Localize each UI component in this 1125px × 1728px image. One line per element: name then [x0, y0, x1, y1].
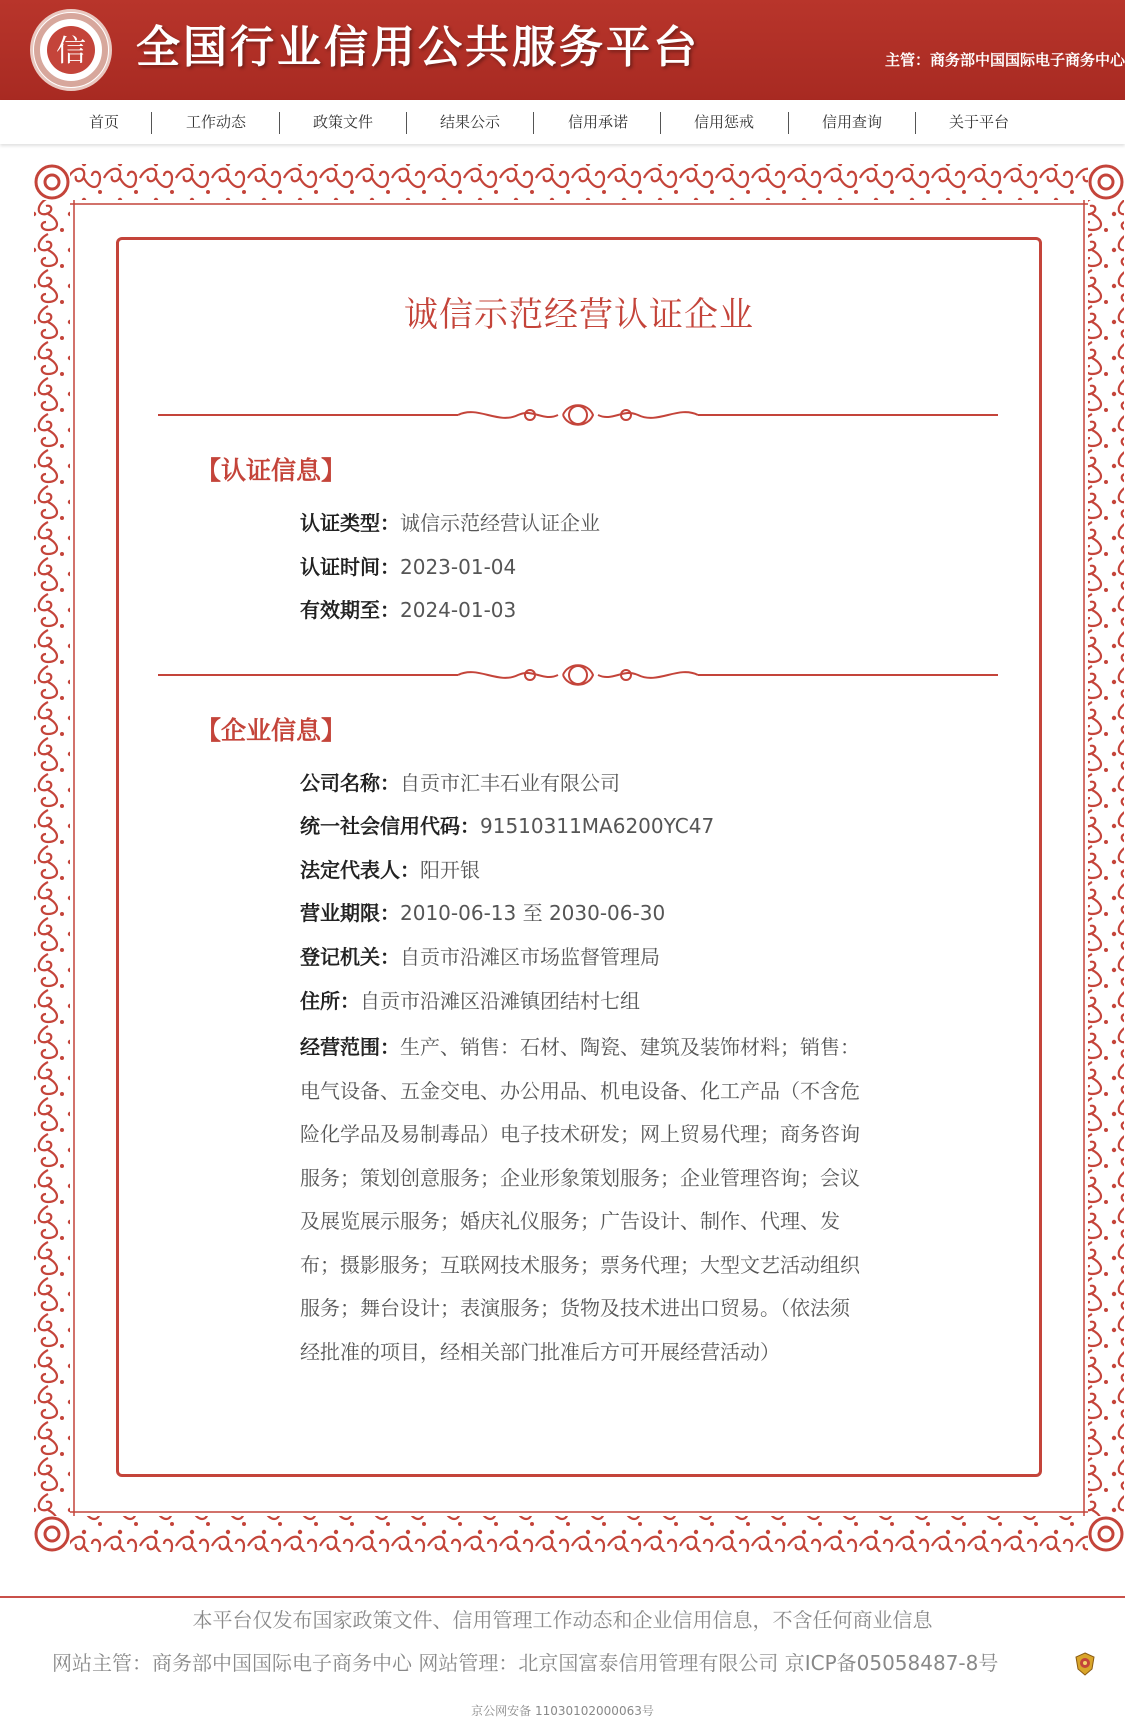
nav-item-policy[interactable]: 政策文件	[312, 113, 373, 131]
logo-char: 信	[56, 34, 86, 69]
field-value: 91510311MA6200YC47	[480, 814, 715, 838]
field-label: 住所：	[300, 989, 360, 1013]
field-registrar	[300, 942, 660, 972]
field-cert-type	[300, 508, 600, 538]
field-address	[300, 986, 640, 1016]
field-label: 有效期至：	[300, 598, 400, 622]
field-value: 2023-01-04	[400, 555, 517, 579]
field-value: 阳开银	[420, 858, 480, 882]
field-value: 自贡市汇丰石业有限公司	[400, 771, 620, 795]
ornament-divider	[158, 400, 998, 430]
field-company-name	[300, 768, 620, 798]
police-badge-icon[interactable]	[1074, 1652, 1096, 1676]
field-valid-until	[300, 595, 516, 625]
nav-item-query[interactable]: 信用查询	[821, 113, 882, 131]
police-record[interactable]: 京公网安备 11030102000063号	[471, 1704, 654, 1718]
field-label: 统一社会信用代码：	[300, 814, 480, 838]
field-business-term	[300, 898, 665, 928]
supervisor-text: 主管：商务部中国国际电子商务中心	[884, 51, 1125, 69]
field-cert-date	[300, 552, 516, 582]
credit-logo-icon[interactable]	[30, 9, 112, 91]
field-label: 法定代表人：	[300, 858, 420, 882]
field-label: 认证类型：	[300, 511, 400, 535]
main-nav	[0, 100, 1125, 144]
nav-item-work-news[interactable]: 工作动态	[185, 113, 246, 131]
field-label: 营业期限：	[300, 901, 400, 925]
footer-notice: 本平台仅发布国家政策文件、信用管理工作动态和企业信用信息，不含任何商业信息	[192, 1608, 933, 1632]
field-credit-code	[300, 811, 714, 841]
ornament-divider	[158, 660, 998, 690]
field-label: 公司名称：	[300, 771, 400, 795]
company-info-heading: 【企业信息】	[196, 716, 347, 745]
field-business-scope	[300, 1026, 868, 1374]
field-label: 认证时间：	[300, 555, 400, 579]
site-title[interactable]: 全国行业信用公共服务平台	[136, 22, 700, 73]
field-label: 登记机关：	[300, 945, 400, 969]
field-label: 经营范围：	[300, 1035, 400, 1059]
nav-separator	[533, 112, 534, 134]
site-header	[0, 0, 1125, 100]
nav-item-punishment[interactable]: 信用惩戒	[693, 113, 754, 131]
footer-credits[interactable]: 网站主管：商务部中国国际电子商务中心 网站管理：北京国富泰信用管理有限公司 京ICP备05058487-8号	[52, 1651, 999, 1675]
footer-divider	[0, 1596, 1125, 1598]
nav-item-home[interactable]: 首页	[88, 113, 119, 131]
field-legal-rep	[300, 855, 480, 885]
field-value: 生产、销售：石材、陶瓷、建筑及装饰材料；销售：电气设备、五金交电、办公用品、机电设备、化工产品（不含危险化学品及易制毒品）电子技术研发；网上贸易代理；商务咨询服务；策划创意服务；企业形象策划服务；企业管理咨询；会议及展览展示服务；婚庆礼仪服务；广告设计、制作、代理、发布；摄影服务；互联网技术服务；票务代理；大型文艺活动组织服务；舞台设计；表演服务；货物及技术进出口贸易。（依法须经批准的项目，经相关部门批准后方可开展经营活动）	[300, 1035, 860, 1364]
cert-info-heading: 【认证信息】	[196, 456, 347, 485]
nav-item-about[interactable]: 关于平台	[948, 113, 1009, 131]
nav-item-results[interactable]: 结果公示	[439, 113, 500, 131]
field-value: 2024-01-03	[400, 598, 517, 622]
field-value: 自贡市沿滩区沿滩镇团结村七组	[360, 989, 640, 1013]
nav-item-commitment[interactable]: 信用承诺	[567, 113, 628, 131]
nav-separator	[151, 112, 152, 134]
certificate-title: 诚信示范经营认证企业	[404, 295, 754, 335]
field-value: 诚信示范经营认证企业	[400, 511, 600, 535]
field-value: 2010-06-13 至 2030-06-30	[400, 901, 666, 925]
field-value: 自贡市沿滩区市场监督管理局	[400, 945, 660, 969]
